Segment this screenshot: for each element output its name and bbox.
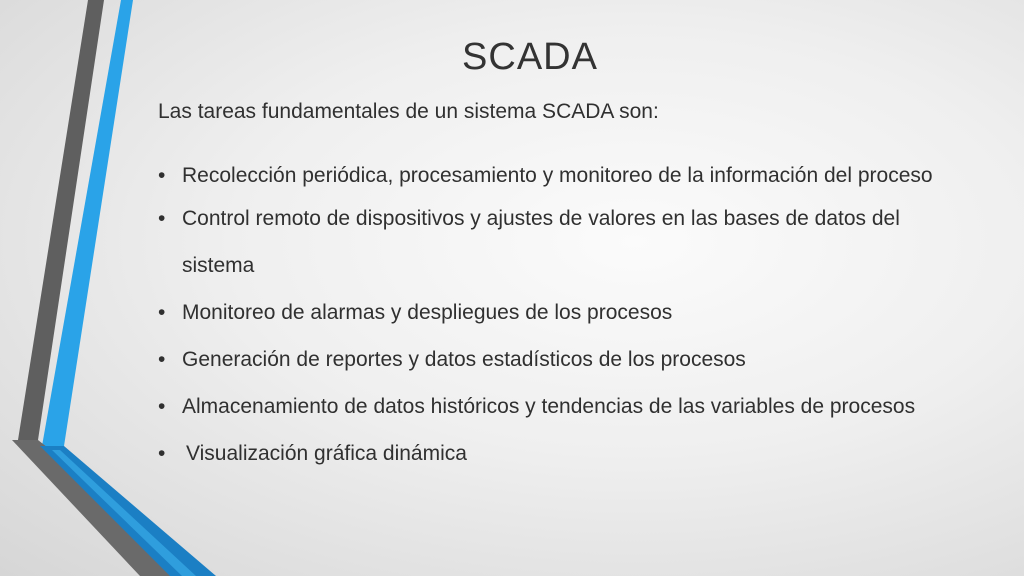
intro-text: Las tareas fundamentales de un sistema SCADA son: — [158, 100, 659, 123]
bullet-text: Almacenamiento de datos históricos y tendencias de las variables de procesos — [182, 395, 916, 418]
list-item — [158, 383, 958, 430]
bullet-dot: • — [158, 207, 166, 230]
bullet-text: Monitoreo de alarmas y despliegues de los procesos — [182, 301, 673, 324]
list-item — [158, 430, 958, 477]
bullet-list — [158, 160, 958, 477]
bullet-dot: • — [158, 442, 166, 465]
list-item — [158, 289, 958, 336]
bullet-text: Recolección periódica, procesamiento y monitoreo de la información del proceso — [182, 164, 933, 187]
bullet-dot: • — [158, 301, 166, 324]
bullet-text: Generación de reportes y datos estadísticos de los procesos — [182, 348, 746, 371]
bullet-dot: • — [158, 348, 166, 371]
list-item — [158, 160, 958, 191]
bullet-dot: • — [158, 395, 166, 418]
bullet-dot: • — [158, 164, 166, 187]
bullet-text: Control remoto de dispositivos y ajustes de valores en las bases de datos del sistema — [182, 207, 900, 277]
list-item — [158, 336, 958, 383]
list-item — [158, 195, 958, 289]
slide-title: SCADA — [462, 36, 598, 78]
bullet-text: Visualización gráfica dinámica — [186, 442, 467, 465]
